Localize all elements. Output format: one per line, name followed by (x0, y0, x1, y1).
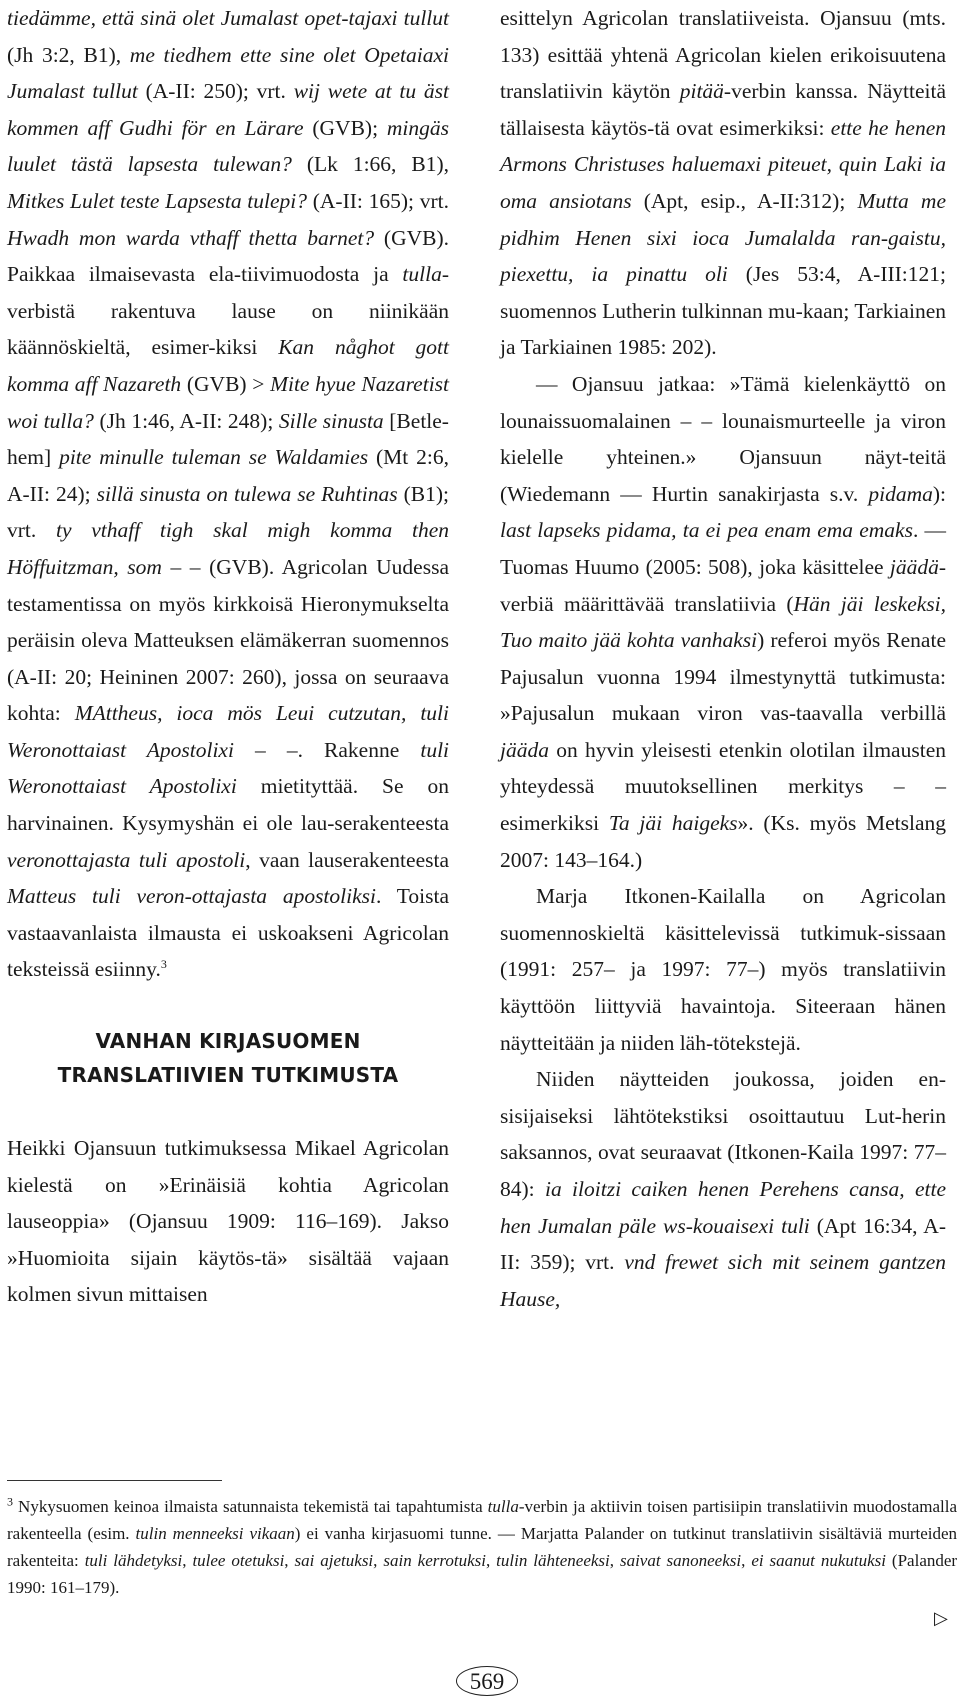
text: mietityttää. Se on harvinainen. Kysymyshän ei ole lau-serakenteesta (7, 774, 449, 836)
text: ): (932, 481, 946, 506)
text: — Ojansuu jatkaa: »Tämä kielenkäyttö on lounaissuomalainen – – lounaismurteelle ja viron kielelle yhteinen.» Ojansuun näyt-teitä (Wiedemann — Hurtin sanakirjasta s.v. (500, 371, 946, 506)
text: . — Tuomas Huumo (2005: 508), joka käsittelee (500, 518, 946, 579)
text: (Jes 53:4, A-III:121; suomennos Lutherin tulkinnan mu-kaan; Tarkiainen ja Tarkiainen 1985: 202). (500, 262, 946, 360)
body-paragraph (500, 366, 946, 878)
example-text: Sille sinusta (278, 408, 384, 433)
text: ». (Ks. myös Metslang 2007: 143–164.) (500, 811, 946, 872)
text: , (485, 1551, 497, 1570)
example-text: veronottajasta tuli apostoli (7, 847, 246, 872)
example-text: Mitkes Lulet teste Lapsesta tulepi? (7, 188, 308, 213)
footnote-number: 3 (7, 1494, 13, 1509)
text: on hyvin yleisesti etenkin olotilan ilmausten yhteydessä muutoksellinen merkitys – – esimerkiksi (500, 737, 946, 836)
text: Niiden näytteiden joukossa, joiden en-sisijaiseksi lähtötekstiksi osoittautuu Lut-herin saksannos, ovat seuraavat (Itkonen-Kaila 1997: 77–84): (500, 1067, 946, 1201)
example-text: tulla (402, 262, 442, 287)
body-paragraph: Marja Itkonen-Kailalla on Agricolan suomennoskieltä käsittelevissä tutkimuk-sissaan (1991: 257– ja 1997: 77–) myös translatiivin käyttöön liittyviä havaintoja. Siteeraan hänen näytteitään ja niiden läh-tötekstejä. (500, 884, 946, 1055)
example-text: Hwadh mon warda vthaff thetta barnet? (7, 225, 375, 250)
example-text: tulee otetuksi (192, 1551, 285, 1570)
example-text: sillä sinusta on tulewa se Ruhtinas (96, 481, 398, 506)
example-text: MAttheus, ioca mös Leui cutzutan, tuli Weronottaiast Apostolixi (7, 701, 449, 762)
text: – –. Rakenne (233, 737, 421, 762)
example-text: ia iloitzi caiken henen Perehens cansa, ette hen Jumalan päle ws-kouaisexi tuli (500, 1177, 946, 1238)
text: (GVB). Paikkaa ilmaisevasta ela-tiivimuodosta ja (7, 225, 449, 287)
text: -verbistä rakentuva lause on niinikään käännöskieltä, esimer-kiksi (7, 262, 449, 360)
text: , (182, 1551, 193, 1570)
example-text: tulin menneeksi vikaan (135, 1524, 295, 1543)
text: (GVB); (303, 115, 387, 140)
example-text: ty vthaff tigh skal migh komma then Höffuitzman, som (7, 518, 449, 579)
example-text: wij wete at tu äst kommen aff Gudhi för en Lärare (7, 79, 450, 140)
body-paragraph (500, 1061, 946, 1317)
text: (Apt, esip., A-II:312); (631, 188, 858, 213)
text: . Toista vastaavanlaista ilmausta ei uskoakseni Agricolan teksteissä esiinny. (7, 884, 449, 982)
example-text: Ta jäi haigeks (608, 811, 738, 836)
footnote-reference: 3 (160, 957, 167, 972)
example-text: me tiedhem ette sine olet Opetaiaxi Jumalast tullut (7, 42, 450, 104)
example-text: Matteus tuli veron-ottajasta apostoliksi (7, 884, 376, 909)
text: – – (GVB). Agricolan Uudessa testamentissa on myös kirkkoisä Hieronymukselta peräisin oleva Matteuksen elämäkerran suomennos (A-II: 20; Heininen 2007: 260), jossa on seuraava kohta: (7, 554, 449, 726)
example-text: Kan någhot gott komma aff Nazareth (7, 335, 450, 396)
footnote-rule (7, 1480, 222, 1481)
text: (Mt 2:6, A-II: 24); (7, 445, 449, 506)
left-column (7, 0, 449, 1313)
text: (Apt 16:34, A-II: 359); vrt. (500, 1213, 946, 1275)
example-text: jäädä (889, 554, 939, 579)
example-text: mingäs luulet tästä lapsesta tulewan? (7, 115, 450, 177)
example-text: sain kerrotuksi (383, 1551, 486, 1570)
example-text: tuli Weronottaiast Apostolixi (7, 737, 450, 799)
body-paragraph (7, 0, 449, 988)
example-text: pidama (868, 481, 933, 506)
text: (A-II: 165); vrt. (307, 188, 449, 213)
text: , (609, 1551, 620, 1570)
example-text: vnd frewet sich mit seinem gantzen Hause, (500, 1250, 946, 1311)
text: -verbin ja aktiivin toisen partisiipin translatiivin muodostamalla rakenteella (esim. (7, 1497, 958, 1543)
example-text: Mutta me pidhim Henen sixi ioca Jumalalda ran-gaistu, piexettu, ia pinattu oli (500, 188, 946, 287)
section-heading-line: VANHAN KIRJASUOMEN (95, 1029, 361, 1054)
text: , (741, 1551, 752, 1570)
example-text: ette he henen Armons Christuses haluemaxi piteuet, quin Laki ia oma ansiotans (500, 115, 946, 213)
example-text: saivat sanoneeksi (619, 1551, 742, 1570)
body-paragraph: Heikki Ojansuun tutkimuksessa Mikael Agricolan kielestä on »Erinäisiä kohtia Agricolan lauseoppia» (Ojansuu 1909: 116–169). Jakso »Huomioita sijain käytös-tä» sisältää vajaan kolmen sivun mittaisen (7, 1136, 449, 1307)
text: ) ei vanha kirjasuomi tunne. — Marjatta Palander on tutkinut translatiivin sisältäviä murteiden rakenteita: (7, 1524, 958, 1570)
section-heading-line: TRANSLATIIVIEN TUTKIMUSTA (57, 1063, 399, 1088)
text: (Jh 1:46, A-II: 248); (93, 408, 279, 433)
text: [Betle-hem] (7, 408, 449, 470)
text: (GVB) > (181, 371, 271, 396)
text: (Palander 1990: 161–179). (7, 1551, 958, 1597)
section-heading (7, 1024, 449, 1092)
example-text: tulla (487, 1497, 519, 1516)
body-paragraph (500, 0, 946, 366)
example-text: pite minulle tuleman se Waldamies (59, 445, 369, 470)
text: (B1); vrt. (7, 481, 449, 543)
example-text: Hän jäi leskeksi, Tuo maito jää kohta vanhaksi (500, 591, 946, 653)
text: , (373, 1551, 384, 1570)
text: -verbiä määrittävää translatiivia ( (500, 554, 946, 616)
example-text: tiedämme, että sinä olet Jumalast opet-tajaxi tullut (7, 6, 449, 30)
page-number: 569 (456, 1666, 518, 1696)
text: -verbin kanssa. Näytteitä tällaisesta käytös-tä ovat esimerkiksi: (500, 79, 946, 140)
footnote (7, 1493, 957, 1601)
example-text: Mite hyue Nazaretist woi tulla? (7, 371, 450, 433)
continue-arrow-icon: ▷ (934, 1608, 948, 1629)
right-column (500, 0, 946, 1317)
example-text: pitää (679, 79, 724, 104)
example-text: tulin lähteneeksi (496, 1551, 610, 1570)
text: , (284, 1551, 295, 1570)
text: esittelyn Agricolan translatiiveista. Ojansuu (mts. 133) esittää yhtenä Agricolan kielen erikoisuutena translatiivin käytön (500, 6, 946, 104)
text: (Jh 3:2, B1), (7, 42, 130, 67)
example-text: sai ajetuksi (294, 1551, 374, 1570)
text: (A-II: 250); vrt. (137, 79, 294, 104)
example-text: jääda (500, 737, 549, 762)
text: , vaan lauserakenteesta (245, 847, 450, 872)
text: Nykysuomen keinoa ilmaista satunnaista tekemistä tai tapahtumista (13, 1497, 488, 1516)
example-text: ei saanut nukutuksi (751, 1551, 886, 1570)
example-text: last lapseks pidama, ta ei pea enam ema emaks (500, 518, 913, 543)
text: ) referoi myös Renate Pajusalun vuonna 1994 ilmestynyttä tutkimusta: »Pajusalun mukaan viron vas-taavalla verbillä (500, 628, 946, 726)
text: (Lk 1:66, B1), (291, 152, 449, 177)
example-text: tuli lähdetyksi (84, 1551, 183, 1570)
